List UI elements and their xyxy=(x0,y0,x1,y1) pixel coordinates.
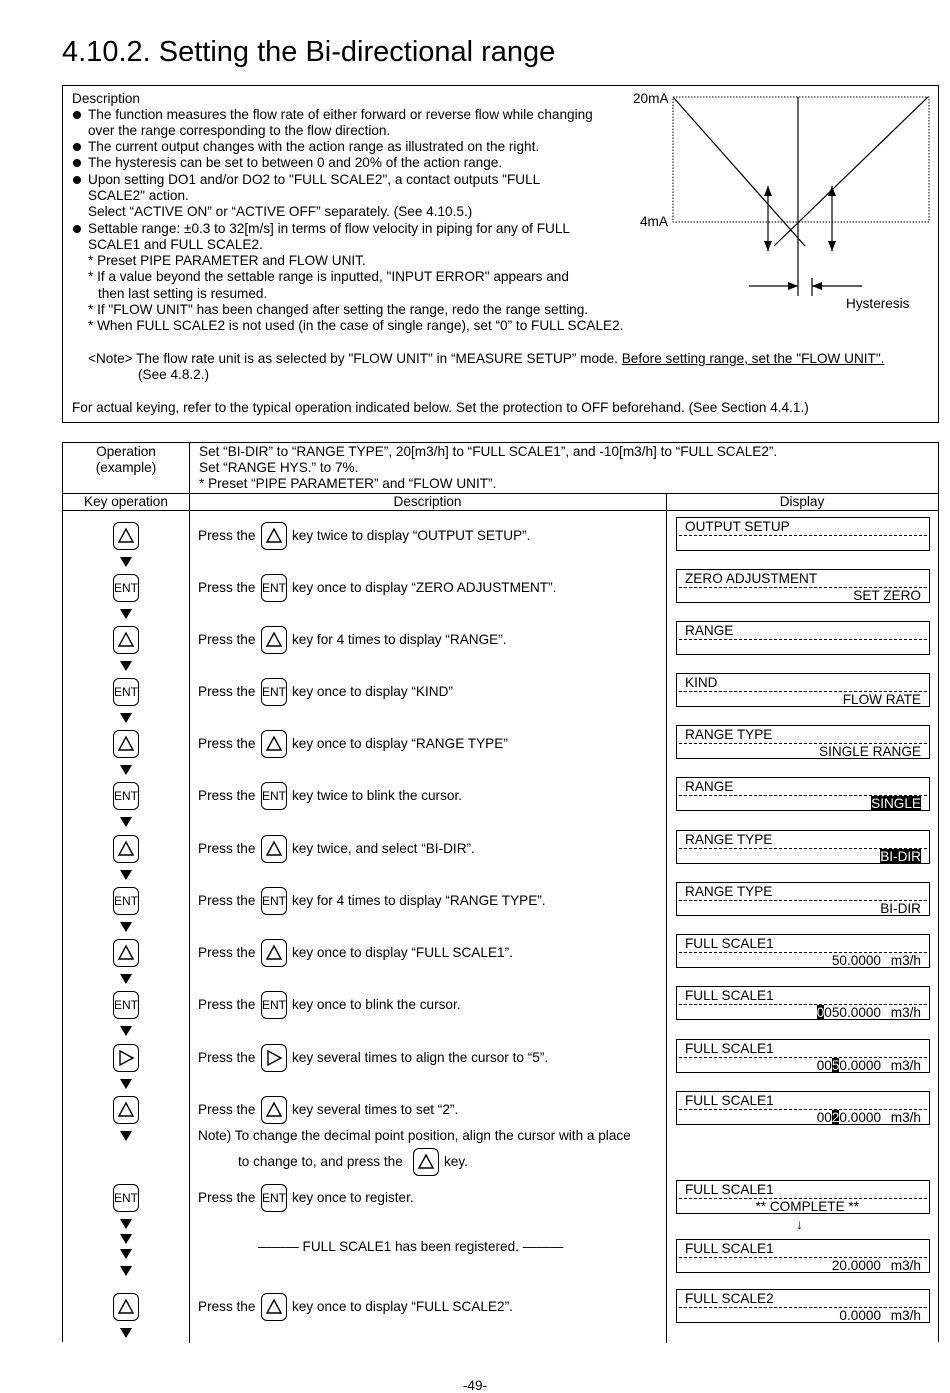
label-hysteresis: Hysteresis xyxy=(846,296,910,311)
display-line-1: FULL SCALE1 xyxy=(685,1241,774,1256)
ent-key-icon xyxy=(261,1184,287,1212)
example-line: * Preset “PIPE PARAMETER” and “FLOW UNIT”. xyxy=(199,476,497,491)
display-line-1: FULL SCALE1 xyxy=(685,936,774,951)
press-the-text: Press the xyxy=(198,788,256,803)
ent-key-label: ENT xyxy=(114,685,138,699)
step-description xyxy=(198,945,255,961)
down-arrow-icon: ↓ xyxy=(796,1217,803,1232)
lcd-display xyxy=(676,517,930,551)
display-value-part: 50.0000 xyxy=(831,953,881,968)
col-divider xyxy=(189,443,190,1343)
ent-key-icon xyxy=(261,991,287,1019)
display-value xyxy=(817,1058,881,1073)
step-description xyxy=(198,1299,255,1315)
display-line-2 xyxy=(756,1199,860,1214)
bullet xyxy=(73,111,81,119)
down-arrow-icon xyxy=(120,609,132,619)
desc-line: Settable range: ±0.3 to 32[m/s] in terms of flow velocity in piping for any of FULL xyxy=(88,221,570,236)
display-value xyxy=(832,1258,881,1273)
decimal-note-2: to change to, and press the xyxy=(238,1154,403,1169)
step-description-rest: key once to blink the cursor. xyxy=(292,997,461,1012)
step-description-rest: key once to display “ZERO ADJUSTMENT”. xyxy=(292,580,557,595)
press-the-text: Press the xyxy=(198,684,256,699)
down-arrow-icon xyxy=(120,1249,132,1259)
lcd-display xyxy=(676,1039,930,1073)
display-line-1: RANGE TYPE xyxy=(685,884,773,899)
display-line-1: FULL SCALE1 xyxy=(685,1041,774,1056)
ent-key-icon xyxy=(113,991,139,1019)
display-line-1: OUTPUT SETUP xyxy=(685,519,790,534)
ent-key-label: ENT xyxy=(262,685,286,699)
step-description-rest: key for 4 times to display “RANGE TYPE”. xyxy=(292,893,546,908)
note-prefix: <Note> The flow rate unit is as selected by "FLOW UNIT" in “MEASURE SETUP” mode. xyxy=(88,351,618,366)
step-description-rest: key once to display “RANGE TYPE” xyxy=(292,736,508,751)
step-description-rest: key once to display “FULL SCALE2”. xyxy=(292,1299,513,1314)
desc-line: * If "FLOW UNIT" has been changed after setting the range, redo the range setting. xyxy=(88,302,589,317)
display-value xyxy=(817,1005,881,1020)
lcd-display xyxy=(676,569,930,603)
step-description-rest: key for 4 times to display “RANGE”. xyxy=(292,632,507,647)
ent-key-icon xyxy=(261,678,287,706)
lcd-display xyxy=(676,986,930,1020)
display-value-part: 00 xyxy=(816,1110,832,1125)
display-value xyxy=(839,1308,881,1323)
display-value: ** COMPLETE ** xyxy=(755,1199,859,1214)
press-the-text: Press the xyxy=(198,580,256,595)
lcd-display xyxy=(676,1239,930,1273)
lcd-display xyxy=(676,673,930,707)
display-line-1: FULL SCALE1 xyxy=(685,1182,774,1197)
ent-key-label: ENT xyxy=(114,789,138,803)
op-label: (example) xyxy=(95,460,157,475)
display-line-2 xyxy=(853,588,921,603)
up-key-icon xyxy=(261,730,287,758)
right-key-icon xyxy=(261,1044,287,1072)
display-unit: m3/h xyxy=(890,1258,921,1273)
display-value-part: 0 xyxy=(816,1005,825,1020)
display-unit: m3/h xyxy=(890,1110,921,1125)
up-key-icon xyxy=(113,1096,139,1124)
step-description xyxy=(198,580,255,596)
press-the-text: Press the xyxy=(198,528,256,543)
header-display: Display xyxy=(779,494,825,509)
ent-key-label: ENT xyxy=(262,1191,286,1205)
display-value: SINGLE xyxy=(871,796,921,811)
down-arrow-icon xyxy=(120,817,132,827)
desc-line: The current output changes with the action range as illustrated on the right. xyxy=(88,139,540,154)
registered-note: ——— FULL SCALE1 has been registered. ——— xyxy=(258,1239,564,1254)
desc-line: The hysteresis can be set to between 0 and 20% of the action range. xyxy=(88,155,503,170)
press-the-text: Press the xyxy=(198,632,256,647)
display-value: SINGLE RANGE xyxy=(819,744,921,759)
display-value: BI-DIR xyxy=(880,849,921,864)
display-line-1: ZERO ADJUSTMENT xyxy=(685,571,818,586)
step-description-rest: key once to display “KIND” xyxy=(292,684,453,699)
display-value-part: 0.0000 xyxy=(839,1058,881,1073)
bullet xyxy=(73,159,81,167)
header-description: Description xyxy=(393,494,462,509)
header-key-operation: Key operation xyxy=(84,494,168,509)
up-key-icon xyxy=(113,522,139,550)
page-number: -49- xyxy=(462,1378,488,1393)
label-20ma: 20mA xyxy=(633,91,669,106)
display-line-1: FULL SCALE1 xyxy=(685,1093,774,1108)
down-arrow-icon xyxy=(120,1219,132,1229)
desc-line: Select “ACTIVE ON” or “ACTIVE OFF” separately. (See 4.10.5.) xyxy=(88,204,473,219)
step-description-rest: key twice to display “OUTPUT SETUP”. xyxy=(292,528,531,543)
down-arrow-icon xyxy=(120,765,132,775)
example-line: Set “BI-DIR” to “RANGE TYPE”, 20[m3/h] to “FULL SCALE1”, and -10[m3/h] to “FULL SCALE2”. xyxy=(199,444,778,459)
display-line-1: RANGE TYPE xyxy=(685,727,773,742)
lcd-display xyxy=(676,725,930,759)
step-description xyxy=(198,528,255,544)
ent-key-label: ENT xyxy=(114,894,138,908)
lcd-display xyxy=(676,934,930,968)
step-description xyxy=(198,997,255,1013)
bullet xyxy=(73,176,81,184)
keying-text: For actual keying, refer to the typical operation indicated below. Set the protection to OFF beforehand. (See Section 4.4.1.) xyxy=(72,400,809,415)
display-value: SET ZERO xyxy=(853,588,921,603)
display-line-1: RANGE TYPE xyxy=(685,832,773,847)
display-value-part: 0.0000 xyxy=(839,1110,881,1125)
lcd-display xyxy=(676,777,930,811)
display-line-2 xyxy=(880,901,921,916)
down-arrow-icon xyxy=(120,557,132,567)
ent-key-icon xyxy=(113,574,139,602)
down-arrow-icon xyxy=(120,1266,132,1276)
step-description-rest: key several times to set “2”. xyxy=(292,1102,459,1117)
down-arrow-icon xyxy=(120,661,132,671)
ent-key-icon xyxy=(113,1184,139,1212)
display-line-1: FULL SCALE2 xyxy=(685,1291,774,1306)
lcd-display xyxy=(676,1289,930,1323)
step-description-rest: key once to register. xyxy=(292,1190,414,1205)
ent-key-icon xyxy=(261,574,287,602)
display-value xyxy=(817,1110,881,1125)
up-key-icon xyxy=(113,626,139,654)
press-the-text: Press the xyxy=(198,1050,256,1065)
ent-key-label: ENT xyxy=(114,581,138,595)
display-divider xyxy=(679,639,927,640)
display-value-part: 050.0000 xyxy=(824,1005,881,1020)
description-box xyxy=(62,85,939,423)
step-description xyxy=(198,632,255,648)
up-key-icon xyxy=(261,1293,287,1321)
step-description xyxy=(198,1102,255,1118)
desc-line: * When FULL SCALE2 is not used (in the case of single range), set “0” to FULL SCALE2. xyxy=(88,318,624,333)
step-description xyxy=(198,684,255,700)
display-value-part: 2 xyxy=(831,1110,840,1125)
bullet xyxy=(73,143,81,151)
ent-key-icon xyxy=(113,678,139,706)
bullet xyxy=(73,225,81,233)
display-line-1: FULL SCALE1 xyxy=(685,988,774,1003)
step-description xyxy=(198,893,255,909)
decimal-note: Note) To change the decimal point position, align the cursor with a place xyxy=(198,1128,631,1143)
step-description xyxy=(198,1190,255,1206)
step-description xyxy=(198,841,255,857)
display-value-part: 20.0000 xyxy=(831,1258,881,1273)
display-line-1: RANGE xyxy=(685,623,734,638)
note-underlined: Before setting range, set the "FLOW UNIT". xyxy=(621,351,885,366)
up-key-icon xyxy=(261,939,287,967)
lcd-display xyxy=(676,830,930,864)
display-unit: m3/h xyxy=(890,1058,921,1073)
down-arrow-icon xyxy=(120,1234,132,1244)
display-line-1: RANGE xyxy=(685,779,734,794)
desc-line: SCALE2" action. xyxy=(88,188,189,203)
ent-key-icon xyxy=(113,887,139,915)
down-arrow-icon xyxy=(120,1079,132,1089)
down-arrow-icon xyxy=(120,1328,132,1338)
display-value-part: 5 xyxy=(831,1058,840,1073)
note-ref: (See 4.8.2.) xyxy=(138,367,210,382)
display-value xyxy=(832,953,881,968)
up-key-icon xyxy=(413,1148,439,1176)
down-arrow-icon xyxy=(120,713,132,723)
display-line-1: KIND xyxy=(685,675,718,690)
step-description-rest: key several times to align the cursor to “5”. xyxy=(292,1050,549,1065)
up-key-icon xyxy=(261,626,287,654)
label-4ma: 4mA xyxy=(640,214,668,229)
step-description-rest: key once to display “FULL SCALE1”. xyxy=(292,945,513,960)
step-description-rest: key twice to blink the cursor. xyxy=(292,788,462,803)
press-the-text: Press the xyxy=(198,1102,256,1117)
display-value-part: 00 xyxy=(816,1058,832,1073)
down-arrow-icon xyxy=(120,922,132,932)
ent-key-icon xyxy=(261,887,287,915)
display-divider xyxy=(679,535,927,536)
down-arrow-icon xyxy=(120,1026,132,1036)
up-key-icon xyxy=(261,835,287,863)
desc-line: then last setting is resumed. xyxy=(98,286,268,301)
note-text xyxy=(88,351,884,367)
example-line: Set “RANGE HYS.” to 7%. xyxy=(199,460,359,475)
up-key-icon xyxy=(261,1096,287,1124)
up-key-icon xyxy=(113,730,139,758)
press-the-text: Press the xyxy=(198,1299,256,1314)
lcd-display xyxy=(676,882,930,916)
display-line-2 xyxy=(880,849,921,864)
down-arrow-icon xyxy=(120,1131,132,1141)
bidirectional-graph xyxy=(628,86,938,311)
down-arrow-icon xyxy=(120,870,132,880)
display-value: BI-DIR xyxy=(880,901,921,916)
lcd-display xyxy=(676,1091,930,1125)
step-description xyxy=(198,788,255,804)
lcd-display xyxy=(676,1180,930,1214)
ent-key-label: ENT xyxy=(262,998,286,1012)
desc-line: * Preset PIPE PARAMETER and FLOW UNIT. xyxy=(88,253,366,268)
desc-line: The function measures the flow rate of either forward or reverse flow while changing xyxy=(88,107,593,122)
ent-key-label: ENT xyxy=(262,789,286,803)
press-the-text: Press the xyxy=(198,945,256,960)
ent-key-label: ENT xyxy=(114,1191,138,1205)
page-title: 4.10.2. Setting the Bi-directional range xyxy=(62,36,556,68)
display-line-2 xyxy=(871,796,921,811)
press-the-text: Press the xyxy=(198,1190,256,1205)
press-the-text: Press the xyxy=(198,841,256,856)
display-value: FLOW RATE xyxy=(842,692,921,707)
step-description-rest: key twice, and select “BI-DIR”. xyxy=(292,841,475,856)
press-the-text: Press the xyxy=(198,736,256,751)
up-key-icon xyxy=(113,1293,139,1321)
display-unit: m3/h xyxy=(890,1308,921,1323)
display-line-2 xyxy=(843,692,921,707)
display-line-2 xyxy=(819,744,921,759)
row-divider xyxy=(63,510,938,511)
down-arrow-icon xyxy=(120,974,132,984)
step-description xyxy=(198,736,255,752)
desc-line: * If a value beyond the settable range is inputted, "INPUT ERROR" appears and xyxy=(88,269,569,284)
ent-key-label: ENT xyxy=(262,581,286,595)
press-the-text: Press the xyxy=(198,893,256,908)
ent-key-label: ENT xyxy=(114,998,138,1012)
step-description xyxy=(198,1050,255,1066)
lcd-display xyxy=(676,621,930,655)
up-key-icon xyxy=(113,835,139,863)
op-label: Operation xyxy=(96,444,156,459)
ent-key-icon xyxy=(113,782,139,810)
display-unit: m3/h xyxy=(890,1005,921,1020)
description-heading: Description xyxy=(72,91,140,106)
up-key-icon xyxy=(261,522,287,550)
desc-line: over the range corresponding to the flow direction. xyxy=(88,123,391,138)
display-unit: m3/h xyxy=(890,953,921,968)
up-key-icon xyxy=(113,939,139,967)
decimal-note-3: key. xyxy=(444,1154,468,1169)
display-value-part: 0.0000 xyxy=(839,1308,881,1323)
desc-line: Upon setting DO1 and/or DO2 to "FULL SCALE2", a contact outputs "FULL xyxy=(88,172,541,187)
right-key-icon xyxy=(113,1044,139,1072)
desc-line: SCALE1 and FULL SCALE2. xyxy=(88,237,263,252)
ent-key-icon xyxy=(261,782,287,810)
press-the-text: Press the xyxy=(198,997,256,1012)
ent-key-label: ENT xyxy=(262,894,286,908)
col-divider xyxy=(666,493,667,1343)
